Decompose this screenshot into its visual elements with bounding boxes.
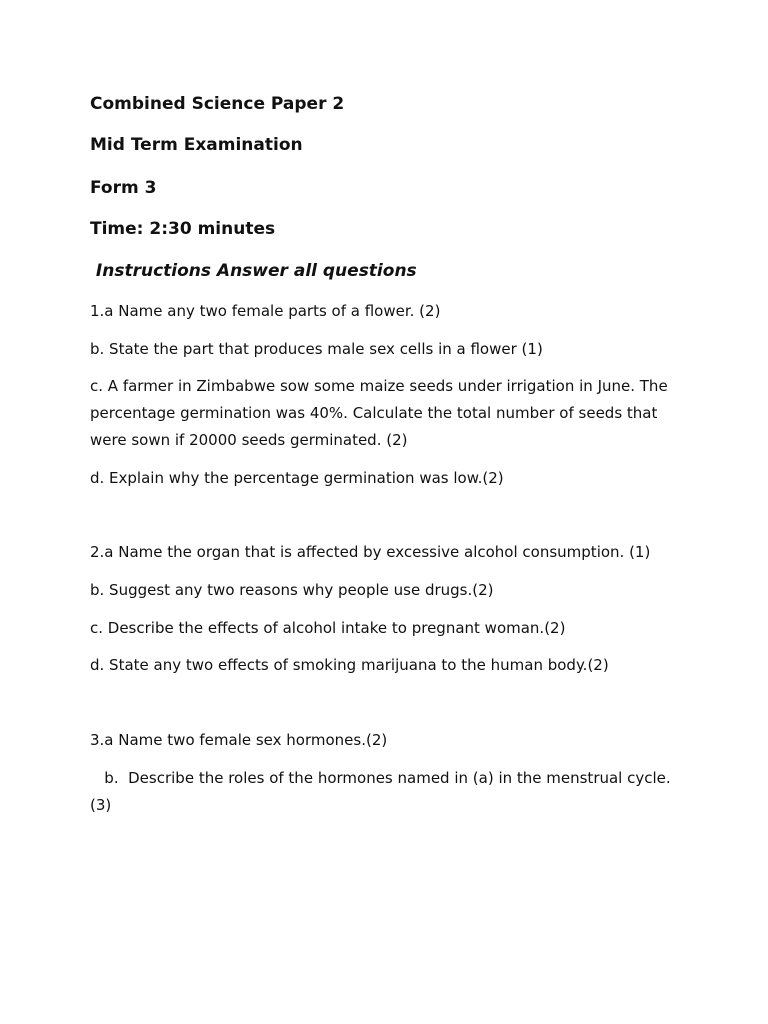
question-2a: 2.a Name the organ that is affected by excessive alcohol consumption. (1) xyxy=(90,543,651,561)
question-2c: c. Describe the effects of alcohol intake to pregnant woman.(2) xyxy=(90,619,566,637)
form-level: Form 3 xyxy=(90,178,157,198)
exam-time: Time: 2:30 minutes xyxy=(90,219,276,239)
question-3b-line-1: b. Describe the roles of the hormones named in (a) in the menstrual cycle. xyxy=(90,769,671,787)
question-1a: 1.a Name any two female parts of a flower. (2) xyxy=(90,302,441,320)
paper-title: Combined Science Paper 2 xyxy=(90,94,345,114)
question-2d: d. State any two effects of smoking marijuana to the human body.(2) xyxy=(90,656,609,674)
instructions: Instructions Answer all questions xyxy=(90,261,417,281)
question-3a: 3.a Name two female sex hormones.(2) xyxy=(90,731,388,749)
question-2b: b. Suggest any two reasons why people use drugs.(2) xyxy=(90,581,494,599)
question-1c-line-2: percentage germination was 40%. Calculate the total number of seeds that xyxy=(90,404,658,422)
exam-type: Mid Term Examination xyxy=(90,135,303,155)
question-1c-line-1: c. A farmer in Zimbabwe sow some maize seeds under irrigation in June. The xyxy=(90,377,668,395)
question-1c-line-3: were sown if 20000 seeds germinated. (2) xyxy=(90,431,408,449)
question-1d: d. Explain why the percentage germination was low.(2) xyxy=(90,469,504,487)
question-3b-line-2: (3) xyxy=(90,796,112,814)
question-1b: b. State the part that produces male sex cells in a flower (1) xyxy=(90,340,543,358)
